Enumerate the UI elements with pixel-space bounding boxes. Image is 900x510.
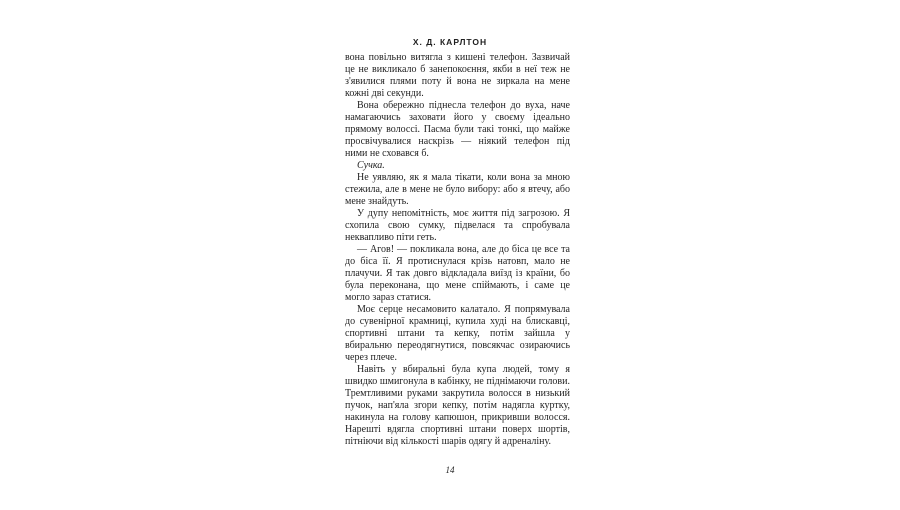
paragraph: Вона обережно піднесла телефон до вуха, наче намагаючись заховати його у своєму ідеально прямому волоссі. Пасма були такі тонкі, що майже просвічувалися наскрізь — ніякий телефон під ними не сховався б. [345, 100, 570, 159]
body-text [345, 52, 570, 448]
paragraph: Моє серце несамовито калатало. Я попрямувала до сувенірної крамниці, купила худі на блискавці, спортивні штани та кепку, потім зайшла у вбиральню переодягнутися, повсякчас озираючись через плече. [345, 304, 570, 363]
paragraph: Не уявляю, як я мала тікати, коли вона за мною стежила, але в мене не було вибору: або я втечу, або мене знайдуть. [345, 172, 570, 207]
paragraph-italic: Сучка. [357, 160, 385, 171]
running-head: Х. Д. КАРЛТОН [412, 37, 488, 47]
paragraph: — Агов! — покликала вона, але до біса це все та до біса її. Я протиснулася крізь натовп, мало не плачучи. Я так довго відкладала виїзд із країни, бо була переконана, що мене спіймають, і саме це могло зараз статися. [345, 244, 570, 303]
paragraph: У дупу непомітність, моє життя під загрозою. Я схопила свою сумку, підвелася та спробувала неквапливо піти геть. [345, 208, 570, 243]
paragraph: вона повільно витягла з кишені телефон. Зазвичай це не викликало б занепокоєння, якби в неї теж не з'явилися плями поту й вона не зиркала на мене кожні дві секунди. [345, 52, 570, 99]
page-number: 14 [445, 465, 455, 475]
paragraph: Навіть у вбиральні була купа людей, тому я швидко шмигонула в кабінку, не піднімаючи голови. Тремтливими руками закрутила волосся в низький пучок, нап'яла згори кепку, потім надягла куртку, накинула на голову капюшон, прикривши волосся. Нарешті вдягла спортивні штани поверх шортів, пітніючи від кількості шарів одягу й адреналіну. [345, 364, 570, 447]
